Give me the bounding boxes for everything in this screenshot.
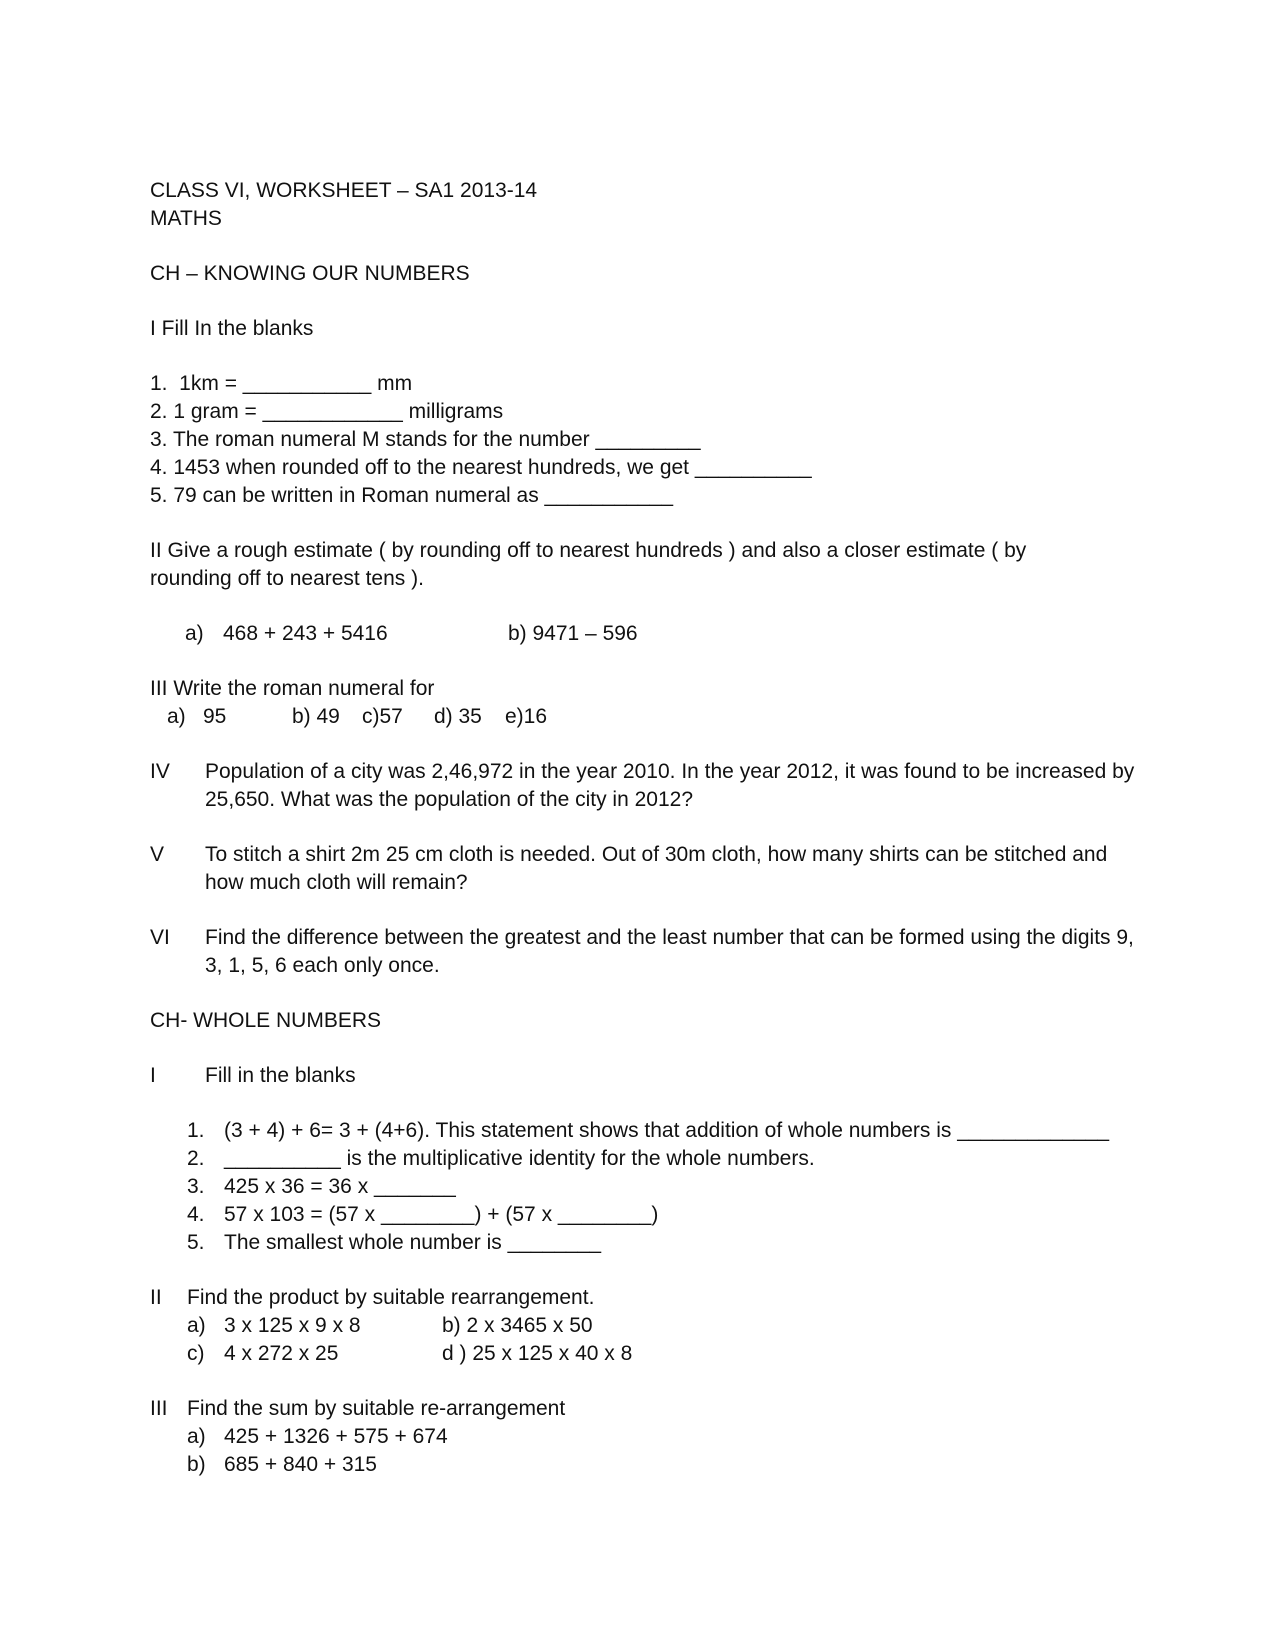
option-label: a) [167,705,186,728]
option-value: c)57 [362,705,403,728]
option-value: e)16 [505,705,548,728]
roman-numeral: IV [150,760,170,783]
option-expression: 3 x 125 x 9 x 8 [224,1314,361,1337]
product-options [150,1340,1150,1368]
option-label: b) [187,1453,206,1476]
section-title: Find the product by suitable rearrangement. [187,1286,595,1309]
option-expression: 425 + 1326 + 575 + 674 [224,1425,448,1448]
list-item [150,1201,1150,1229]
list-item [150,1229,1150,1257]
estimate-question: II Give a rough estimate ( by rounding off to nearest hundreds ) and also a closer estimate ( by rounding off to nearest tens ). [150,539,1027,590]
list-item [150,1145,1150,1173]
roman-numeral: V [150,843,165,866]
item-text: (3 + 4) + 6= 3 + (4+6). This statement shows that addition of whole numbers is _____________ [224,1119,1110,1142]
option-value: d) 35 [434,705,482,728]
roman-numeral: VI [150,926,170,949]
item-text: The smallest whole number is ________ [224,1231,602,1254]
item-text: 57 x 103 = (57 x ________) + (57 x ________) [224,1203,659,1226]
section-header [150,1284,1150,1312]
option-expression: b) 2 x 3465 x 50 [442,1314,593,1337]
section-title: Find the sum by suitable re-arrangement [187,1397,566,1420]
section-header [150,1062,1150,1090]
item-number: 1. [187,1119,205,1142]
option-expression: 4 x 272 x 25 [224,1342,339,1365]
list-item [150,1173,1150,1201]
option-value: b) 49 [292,705,340,728]
question-item: 1. 1km = ___________ mm [150,372,413,395]
item-text: 425 x 36 = 36 x _______ [224,1175,456,1198]
option-expression: 468 + 243 + 5416 [223,622,388,645]
item-number: 5. [187,1231,205,1254]
worksheet-title: CLASS VI, WORKSHEET – SA1 2013-14 [150,179,538,202]
option-label: a) [187,1425,206,1448]
estimate-options [150,620,1150,648]
item-number: 2. [187,1147,205,1170]
section-header [150,1395,1150,1423]
section-title: Fill in the blanks [205,1064,356,1087]
option-expression: b) 9471 – 596 [508,622,638,645]
roman-numeral: II [150,1286,162,1309]
question-text: To stitch a shirt 2m 25 cm cloth is needed. Out of 30m cloth, how many shirts can be stitched and how much cloth will remain? [205,843,1108,894]
chapter-heading: CH- WHOLE NUMBERS [150,1009,382,1032]
item-number: 4. [187,1203,205,1226]
chapter-heading: CH – KNOWING OUR NUMBERS [150,262,470,285]
option-expression: 685 + 840 + 315 [224,1453,377,1476]
question-shirt [150,841,1150,897]
item-number: 3. [187,1175,205,1198]
question-population [150,758,1150,814]
option-label: a) [187,1314,206,1337]
section-title: I Fill In the blanks [150,317,314,340]
question-item: 5. 79 can be written in Roman numeral as ___________ [150,484,674,507]
option-label: c) [187,1342,205,1365]
question-text: Find the difference between the greatest and the least number that can be formed using the digits 9, 3, 1, 5, 6 each only once. [205,926,1134,977]
section-title: III Write the roman numeral for [150,677,435,700]
question-digits [150,924,1150,980]
subject-title: MATHS [150,207,222,230]
sum-option [150,1423,1150,1451]
item-text: __________ is the multiplicative identity for the whole numbers. [224,1147,815,1170]
list-item [150,1117,1150,1145]
option-expression: d ) 25 x 125 x 40 x 8 [442,1342,633,1365]
sum-option [150,1451,1150,1479]
option-value: 95 [203,705,227,728]
question-item: 2. 1 gram = ____________ milligrams [150,400,504,423]
question-item: 3. The roman numeral M stands for the number _________ [150,428,701,451]
roman-numeral: I [150,1064,156,1087]
worksheet-page [150,177,1150,1479]
option-label: a) [185,622,204,645]
question-item: 4. 1453 when rounded off to the nearest hundreds, we get __________ [150,456,812,479]
product-options [150,1312,1150,1340]
roman-numeral: III [150,1397,168,1420]
question-text: Population of a city was 2,46,972 in the year 2010. In the year 2012, it was found to be increased by 25,650. What was the population of the city in 2012? [205,760,1135,811]
roman-options [150,703,1150,731]
